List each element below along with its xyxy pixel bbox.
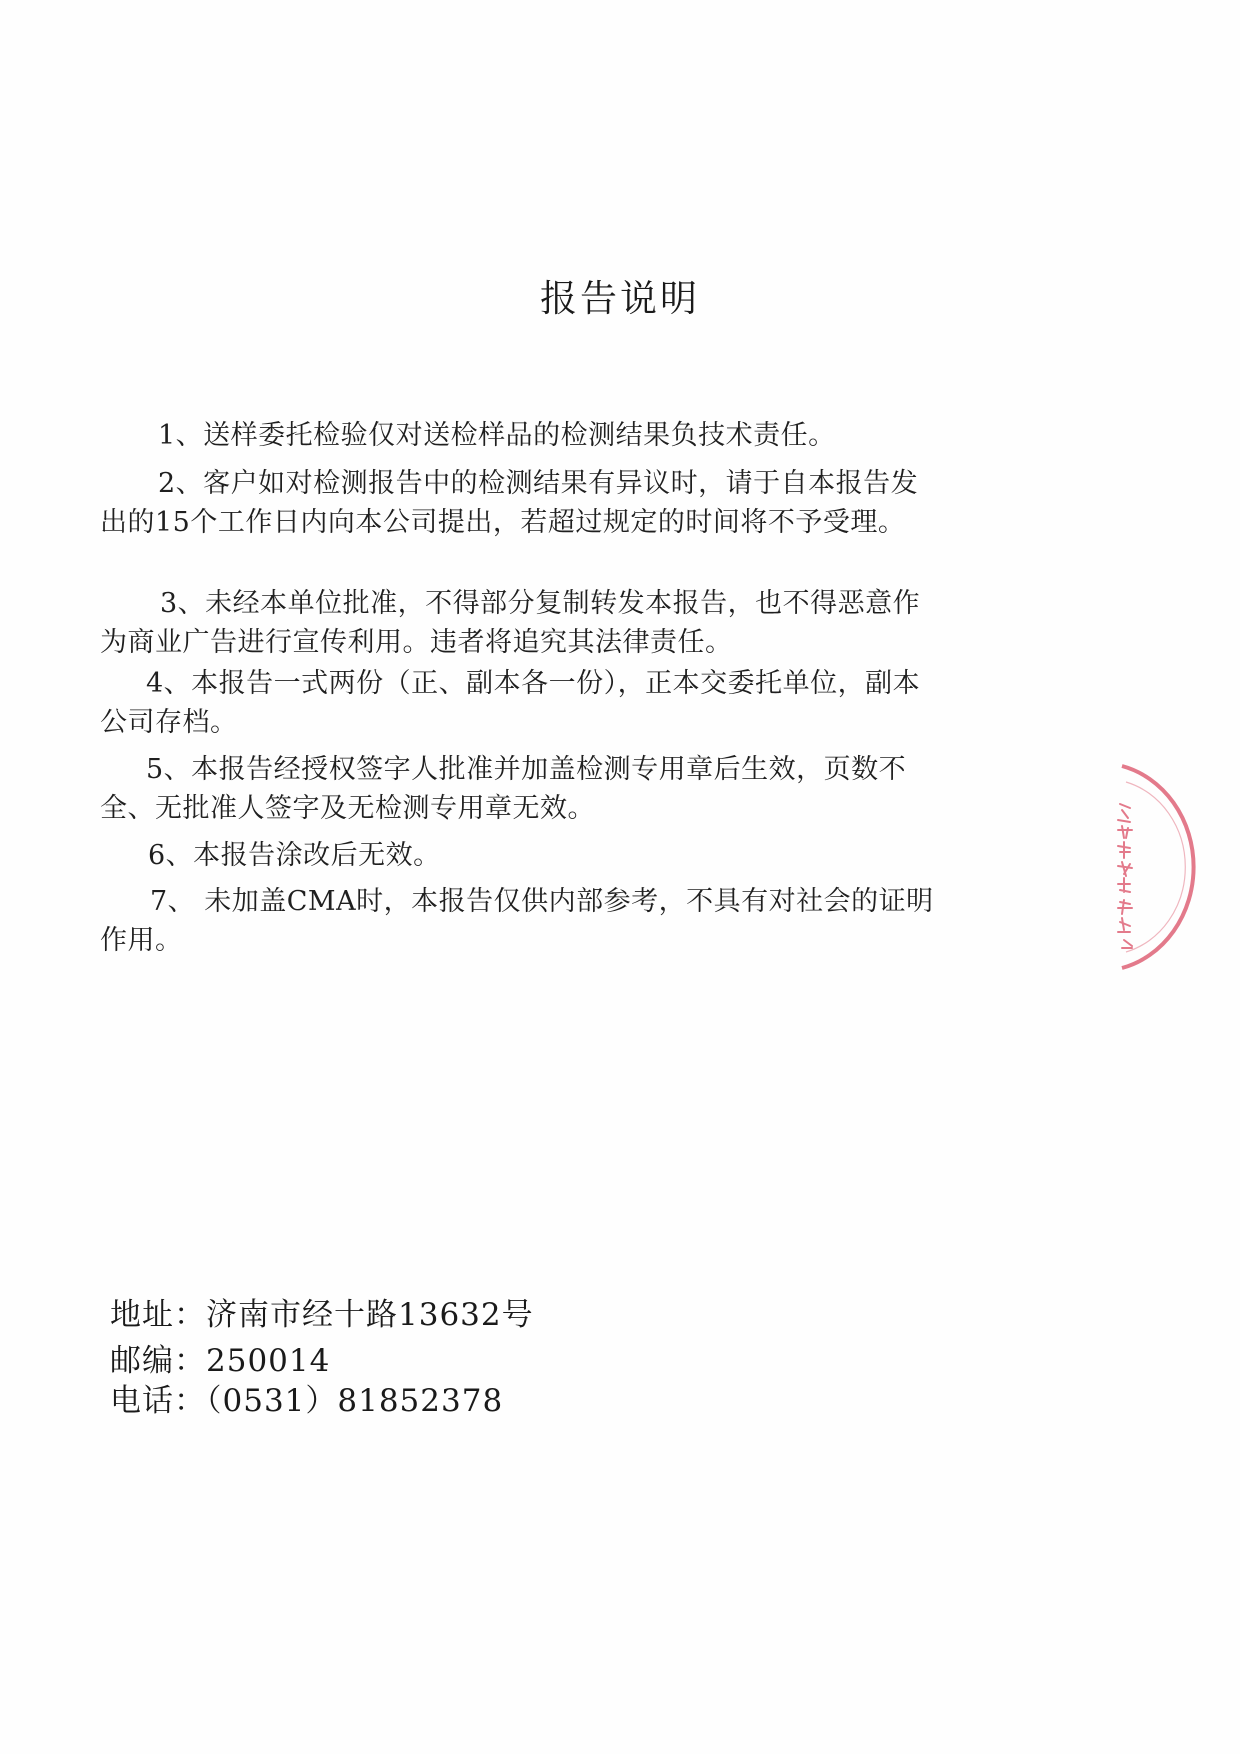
clause-2: 2、客户如对检测报告中的检测结果有异议时，请于自本报告发出的15个工作日内向本公司提出，若超过规定的时间将不予受理。 <box>100 468 919 538</box>
document-title: 报告说明 <box>540 277 700 320</box>
clause-4: 4、本报告一式两份（正、副本各一份），正本交委托单位，副本公司存档。 <box>100 668 921 738</box>
contact-phone: 电话：（0531）81852378 <box>110 1383 504 1419</box>
clause-5: 5、本报告经授权签字人批准并加盖检测专用章后生效，页数不全、无批准人签字及无检测专用章无效。 <box>100 754 907 824</box>
contact-postcode: 邮编：250014 <box>110 1343 331 1379</box>
contact-address: 地址：济南市经十路13632号 <box>110 1297 534 1333</box>
clause-3: 3、未经本单位批准，不得部分复制转发本报告，也不得恶意作为商业广告进行宣传利用。违者将追究其法律责任。 <box>100 588 921 658</box>
clause-1: 1、送样委托检验仅对送检样品的检测结果负技术责任。 <box>158 420 836 451</box>
clause-7: 7、 未加盖CMA时，本报告仅供内部参考，不具有对社会的证明作用。 <box>100 886 934 956</box>
clause-6: 6、本报告涂改后无效。 <box>148 840 441 871</box>
seal-graphic <box>1112 762 1240 972</box>
inspection-seal-stamp <box>1112 762 1240 972</box>
